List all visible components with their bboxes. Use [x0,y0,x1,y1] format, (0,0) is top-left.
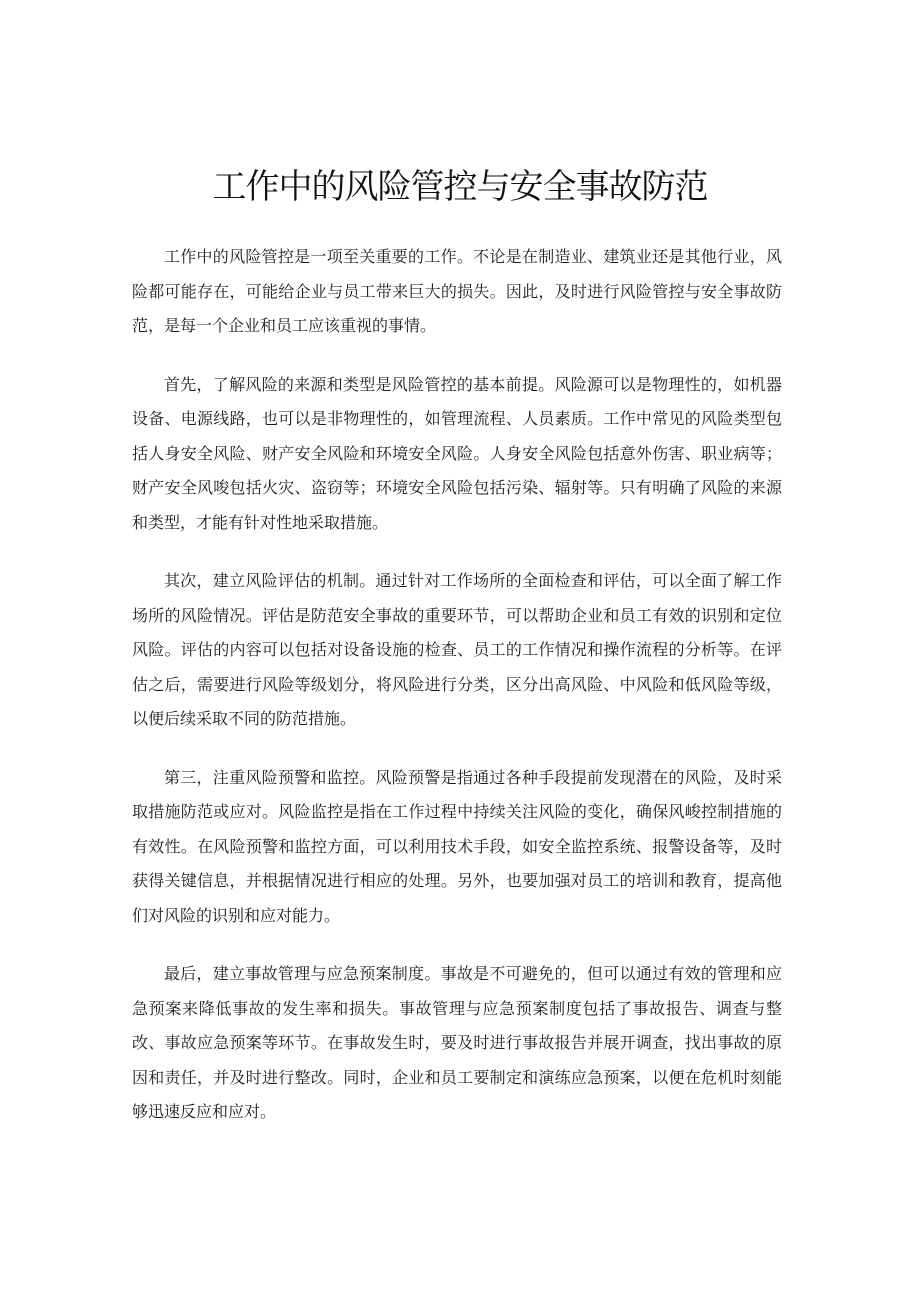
paragraph-risk-assessment: 其次，建立风险评估的机制。通过针对工作场所的全面检查和评估，可以全面了解工作场所的风险情况。评估是防范安全事故的重要环节，可以帮助企业和员工有效的识别和定位风险。评估的内容可以包括对设备设施的检查、员工的工作情况和操作流程的分析等。在评估之后，需要进行风险等级划分，将风险进行分类，区分出高风险、中风险和低风险等级，以便后续采取不同的防范措施。 [132,571,782,728]
paragraph-emergency-plan: 最后，建立事故管理与应急预案制度。事故是不可避免的，但可以通过有效的管理和应急预案来降低事故的发生率和损失。事故管理与应急预案制度包括了事故报告、调查与整改、事故应急预案等环节。在事故发生时，要及时进行事故报告并展开调查，找出事故的原因和责任，并及时进行整改。同时，企业和员工要制定和演练应急预案，以便在危机时刻能够迅速反应和应对。 [132,964,782,1121]
document-title: 工作中的风险管控与安全事故防范 [212,167,708,207]
paragraph-risk-monitoring: 第三，注重风险预警和监控。风险预警是指通过各种手段提前发现潜在的风险，及时采取措施防范或应对。风险监控是指在工作过程中持续关注风险的变化，确保风峻控制措施的有效性。在风险预警和监控方面，可以利用技术手段，如安全监控系统、报警设备等，及时获得关键信息，并根据情况进行相应的处理。另外，也要加强对员工的培训和教育，提高他们对风险的识别和应对能力。 [132,767,782,925]
paragraph-risk-sources: 首先，了解风险的来源和类型是风险管控的基本前提。风险源可以是物理性的，如机器设备、电源线路，也可以是非物理性的，如管理流程、人员素质。工作中常见的风险类型包括人身安全风险、财产安全风险和环境安全风险。人身安全风险包括意外伤害、职业病等；财产安全风唆包括火灾、盗窃等；环境安全风险包括污染、辐射等。只有明确了风险的来源和类型，才能有针对性地采取措施。 [132,374,782,532]
document-body [132,240,782,1154]
paragraph-intro: 工作中的风险管控是一项至关重要的工作。不论是在制造业、建筑业还是其他行业，风险都可能存在，可能给企业与员工带来巨大的损失。因此，及时进行风险管控与安全事故防范，是每一个企业和员工应该重视的事情。 [132,247,782,335]
